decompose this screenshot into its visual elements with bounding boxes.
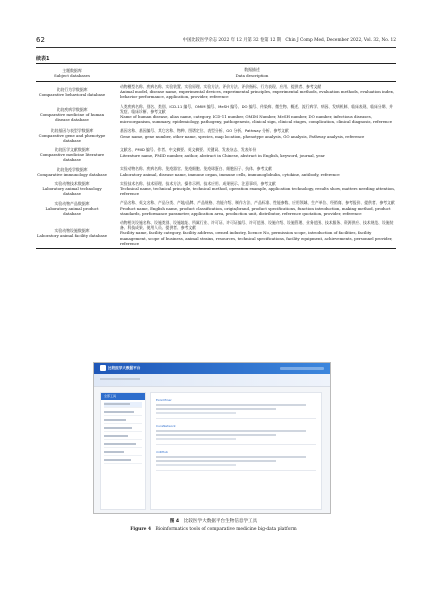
screenshot-tool-title: ExonMiner: [156, 398, 172, 402]
row-description: [108, 147, 396, 162]
table-continued-label: 续表1: [36, 56, 50, 62]
row-description-en: Technical name, technical principle, technical method, operation example, application technology, results show, matters needing attention, reference: [120, 186, 395, 197]
table-row: [36, 179, 396, 199]
page-number: 62: [36, 36, 45, 44]
screenshot-sidebar-item: [104, 450, 142, 456]
row-description: [108, 104, 396, 125]
header-col-description-cn: 数据描述: [244, 67, 260, 73]
header-rule: [36, 47, 396, 48]
row-description-cn: 产品名称、英文名称、产品分类、产地/品牌、产品规格、功能介绍、制作方法、产品标准、性能参数、应用领域、生产单位、经销商、参考报价、提供者、参考文献: [120, 200, 395, 206]
table-row: [36, 102, 396, 127]
row-subject-en: Comparative behavioral database: [38, 91, 106, 97]
screenshot-tool-title: CuraNetwork: [156, 424, 176, 428]
row-subject-cn: 实验动物技术数据库: [54, 181, 90, 187]
figure-label-cn: 图 4: [169, 519, 180, 524]
screenshot-sidebar: [100, 392, 146, 510]
screenshot-nav: [280, 367, 324, 370]
header-col-subject: [36, 64, 108, 81]
row-description-en: Literature name, PMID number, author, abstract in Chinese, abstract in English, keyword, journal, year: [120, 152, 325, 158]
figure-caption-en-text: Bioinformatics tools of comparative medicine big-data platform: [155, 527, 297, 532]
row-subject-cn: 实验动物设施数据库: [54, 228, 90, 234]
row-subject: [36, 128, 108, 143]
table-body: [36, 82, 396, 248]
screenshot-logo: [100, 365, 140, 371]
table-row: [36, 126, 396, 145]
row-description-cn: 动物模型名称、疾病名称、实验装置、实验原理、实验方法、评价方法、评价指标、行为表现、应用、提供者、参考文献: [120, 84, 322, 89]
table-row: [36, 218, 396, 248]
row-subject-en: Comparative immunology database: [37, 171, 107, 177]
screenshot-breadcrumb: [100, 378, 140, 380]
table-bottom-rule: [36, 248, 396, 249]
row-subject: [36, 181, 108, 197]
row-description: [108, 84, 396, 100]
platform-screenshot: [93, 362, 331, 514]
header-col-subject-cn: 主题数据库: [62, 67, 82, 73]
row-description-cn: 文献名、PMID 编号、作者、中文摘要、英文摘要、关键词、发表杂志、发表年份: [120, 147, 257, 153]
row-subject: [36, 220, 108, 246]
figure-caption-cn: [0, 518, 427, 524]
figure-caption-en: [0, 526, 427, 532]
table-header: [36, 64, 396, 81]
header-col-subject-en: Subject databases: [54, 72, 90, 78]
screenshot-banner: [94, 374, 330, 387]
row-description-en: Facility name, facility category, facility address, owned industry, licence No, permission scope, introduction of facilities, facility management, scope of business, animal strains, resources, technical specifications, facility equipment, achievements, personnel provider, reference: [120, 230, 393, 246]
row-description-en: Product name, English name, product classification, origin/brand, product specifications, function introduction, making method, product standards, performance parameter, application area, production unit, distributor, reference quotation, provider, reference: [120, 205, 391, 216]
screenshot-sidebar-item: [104, 402, 142, 408]
row-subject-cn: 比较行为学数据库: [56, 86, 88, 92]
row-subject-cn: 比较疾病学数据库: [56, 106, 88, 112]
database-table: [36, 63, 396, 249]
row-description: [108, 220, 396, 246]
row-description-en: Animal model, disease name, experimental devices, experimental principles, experimental methods, evaluation methods, evaluation index, behavior performance, application, provider, reference: [120, 89, 395, 100]
running-header: [36, 36, 396, 46]
row-subject-cn: 实验动物产品数据库: [54, 200, 90, 206]
screenshot-topbar: [94, 363, 330, 374]
screenshot-logo-text: 比较医学大数据平台: [108, 366, 141, 370]
row-description-cn: 基因名称、基因编号、其它名称、物种、图谱定位、表型分析、GO 分析、Pathway 分析、参考文献: [120, 128, 289, 134]
row-description-en: Gene name, gene number, other name, species, map location, phenotype analysis, GO analysis, Pathway analysis, reference: [120, 133, 365, 139]
screenshot-sidebar-item: [104, 442, 142, 448]
row-subject-cn: 比较免疫学数据库: [56, 166, 88, 172]
row-description-cn: 动物相关设施名称、设施类别、设施地址、所属行业、许可证、许可证编号、许可范围、设施介绍、设施管理、业务范围、技术服务、资源供应、技术规范、设施装备、科技成果、使用人员、提供者、参考文献: [120, 220, 394, 231]
row-subject: [36, 84, 108, 100]
row-description-en: Name of human disease, alias name, category, ICD-11 number, OMIM Number, MeSH number, DO number, infectious diseases, microorganism, summary, epidemiology, pathogeny, pathogenesis, clinical sign, clinical stages, complication, clinical diagnosis, reference: [120, 114, 393, 125]
row-subject: [36, 200, 108, 216]
screenshot-sidebar-item: [104, 410, 142, 416]
screenshot-tool-title: miRHub: [156, 450, 168, 454]
header-col-description-en: Data description: [235, 72, 269, 78]
row-description: [108, 166, 396, 176]
screenshot-sidebar-item: [104, 426, 142, 432]
screenshot-sidebar-item: [104, 434, 142, 440]
logo-icon: [100, 365, 106, 371]
screenshot-main: [150, 392, 322, 510]
header-col-description: [108, 64, 396, 81]
figure-caption-cn-text: 比较医学大数据平台生物信息学工具: [183, 519, 258, 524]
screenshot-sidebar-item: [104, 458, 142, 464]
row-subject: [36, 104, 108, 125]
screenshot-sidebar-title: 全部工具: [101, 393, 145, 400]
row-subject-en: Laboratory animal technology database: [42, 186, 102, 197]
row-subject-en: Comparative medicine literature database: [39, 152, 105, 163]
row-subject: [36, 147, 108, 162]
row-subject-cn: 比较医学文献数据库: [54, 147, 90, 153]
row-description: [108, 128, 396, 143]
table-row: [36, 145, 396, 164]
row-description-en: Laboratory animal, disease name, immune organ, immune cells, immunoglobulin, cytokine, antibody, reference: [120, 171, 340, 177]
table-row: [36, 164, 396, 178]
table-row: [36, 82, 396, 102]
row-subject-en: Comparative gene and phenotype database: [38, 133, 106, 144]
row-description: [108, 200, 396, 216]
row-subject-en: Laboratory animal product database: [45, 205, 99, 216]
table-row: [36, 198, 396, 218]
row-subject: [36, 166, 108, 176]
row-description-cn: 人类疾病名称、别名、类别、ICD-11 编号、OMIM 编号、MeSH 编号、DO 编号、传染病、微生物、概述、流行病学、病因、发病机制、临床表现、临床分期、并发症、临床诊断、参考文献: [120, 103, 393, 114]
screenshot-sidebar-item: [104, 418, 142, 424]
row-description-cn: 实验动物名称、疾病名称、免疫器官、免疫细胞、免疫球蛋白、细胞因子、抗体、参考文献: [120, 166, 272, 172]
row-description: [108, 181, 396, 197]
figure-label-en: Figure 4: [130, 527, 152, 532]
screenshot-tool-card: [156, 449, 316, 471]
screenshot-tool-card: [156, 397, 316, 419]
row-subject-cn: 比较基因与表型学数据库: [50, 128, 94, 134]
screenshot-tool-card: [156, 423, 316, 445]
row-subject-en: Comparative medicine of human disease database: [39, 111, 105, 122]
journal-citation: 中国比较医学杂志 2022 年 12 月第 32 卷第 12 期 Chin J Comp Med, December 2022, Vol. 32, No. 12: [182, 37, 396, 43]
row-description-cn: 实验技术名称、技术原理、技术方法、操作示例、技术应用、成果展示、注意事项、参考文献: [120, 180, 276, 186]
row-subject-en: Laboratory animal facility database: [36, 233, 108, 239]
